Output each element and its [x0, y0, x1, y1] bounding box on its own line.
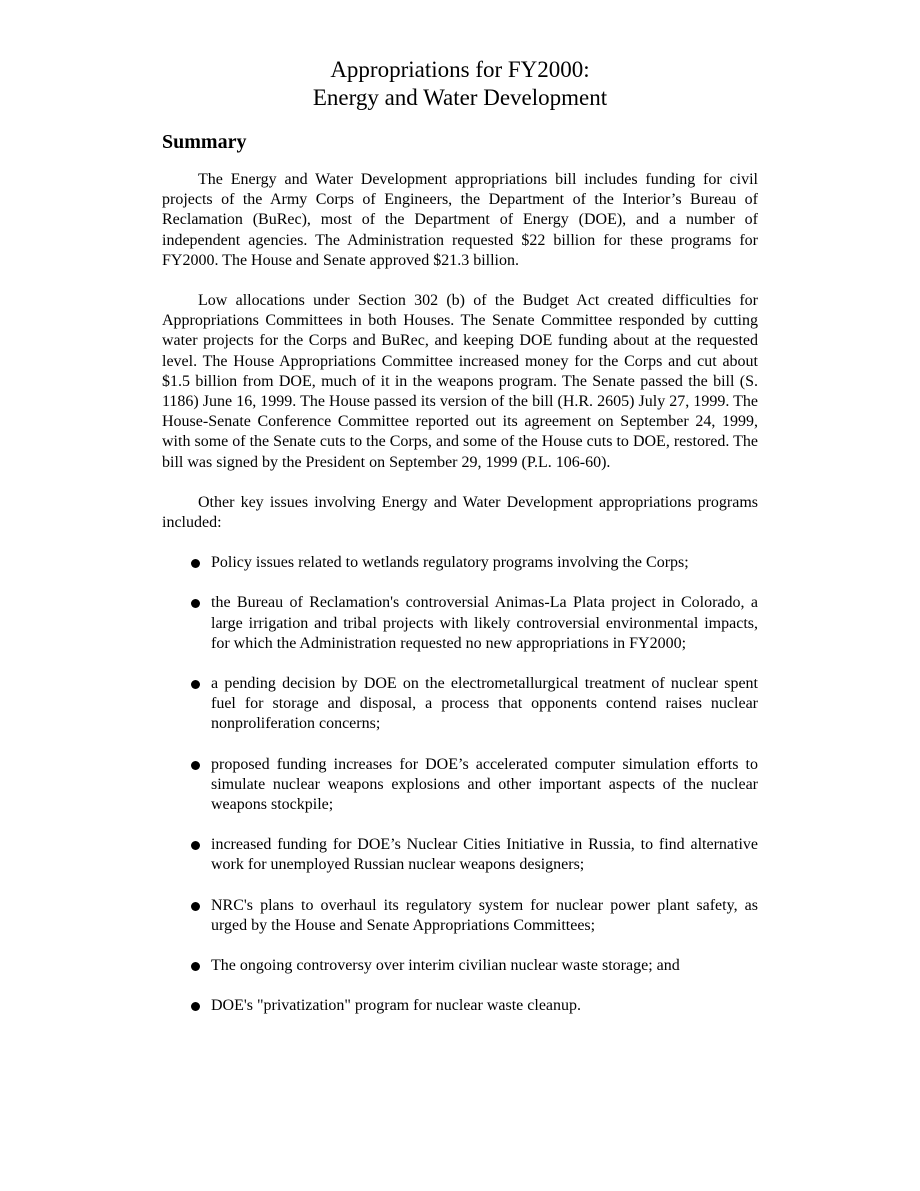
list-item-text: NRC's plans to overhaul its regulatory system for nuclear power plant safety, as urged by the House and Senate Appropriations Committees; [211, 896, 758, 934]
list-item [162, 755, 758, 816]
bullet-icon [191, 1002, 200, 1011]
key-issues-list [162, 553, 758, 1016]
list-item-text: increased funding for DOE’s Nuclear Cities Initiative in Russia, to find alternative work for unemployed Russian nuclear weapons designers; [211, 836, 758, 874]
document-title [162, 56, 758, 112]
summary-paragraph-1: The Energy and Water Development appropriations bill includes funding for civil projects of the Army Corps of Engineers, the Department of the Interior’s Bureau of Reclamation (BuRec), most of the Department of Energy (DOE), and a number of independent agencies. The Administration requested $22 billion for these programs for FY2000. The House and Senate approved $21.3 billion. [162, 171, 758, 269]
bullet-icon [191, 599, 200, 608]
list-item [162, 593, 758, 654]
list-item [162, 835, 758, 875]
title-line-1: Appropriations for FY2000: [330, 57, 590, 82]
document-page [162, 56, 758, 1037]
bullet-icon [191, 902, 200, 911]
bullet-icon [191, 559, 200, 568]
list-item-text: The ongoing controversy over interim civilian nuclear waste storage; and [211, 957, 680, 975]
bullet-icon [191, 841, 200, 850]
list-item-text: the Bureau of Reclamation's controversial Animas-La Plata project in Colorado, a large irrigation and tribal projects with likely controversial environmental impacts, for which the Administration requested no new appropriations in FY2000; [211, 594, 758, 652]
summary-paragraph-2: Low allocations under Section 302 (b) of the Budget Act created difficulties for Appropriations Committees in both Houses. The Senate Committee responded by cutting water projects for the Corps and BuRec, and keeping DOE funding about at the requested level. The House Appropriations Committee increased money for the Corps and cut about $1.5 billion from DOE, much of it in the weapons program. The Senate passed the bill (S. 1186) June 16, 1999. The House passed its version of the bill (H.R. 2605) July 27, 1999. The House-Senate Conference Committee reported out its agreement on September 24, 1999, with some of the Senate cuts to the Corps, and some of the House cuts to DOE, restored. The bill was signed by the President on September 29, 1999 (P.L. 106-60). [162, 292, 758, 471]
list-item-text: Policy issues related to wetlands regulatory programs involving the Corps; [211, 554, 689, 572]
bullet-icon [191, 761, 200, 770]
list-item [162, 896, 758, 936]
list-item [162, 996, 758, 1016]
summary-paragraph-3: Other key issues involving Energy and Water Development appropriations programs included: [162, 493, 758, 532]
list-item [162, 674, 758, 735]
bullet-icon [191, 962, 200, 971]
summary-heading: Summary [162, 131, 247, 153]
list-item-text: proposed funding increases for DOE’s accelerated computer simulation efforts to simulate nuclear weapons explosions and other important aspects of the nuclear weapons stockpile; [211, 755, 758, 814]
list-item [162, 956, 758, 976]
list-item-text: DOE's "privatization" program for nuclear waste cleanup. [211, 997, 582, 1015]
list-item [162, 553, 758, 573]
list-item-text: a pending decision by DOE on the electrometallurgical treatment of nuclear spent fuel for storage and disposal, a process that opponents contend raises nuclear nonproliferation concerns; [211, 675, 758, 733]
title-line-2: Energy and Water Development [312, 85, 608, 110]
bullet-icon [191, 680, 200, 689]
